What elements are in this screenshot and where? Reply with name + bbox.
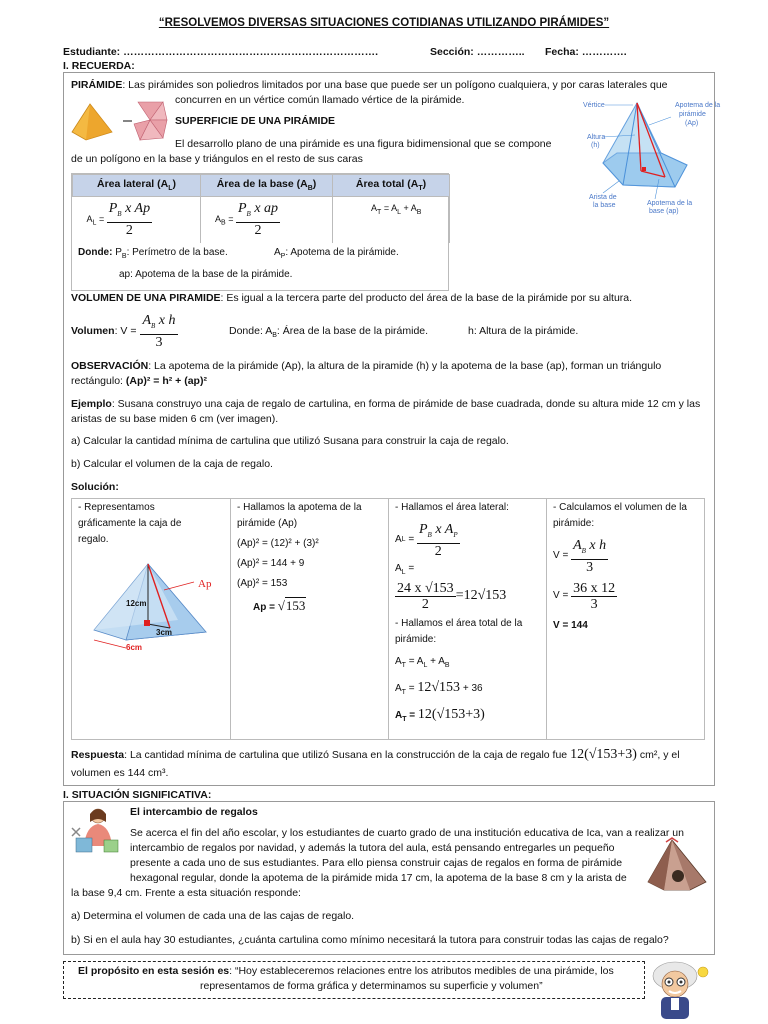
volumen-formula: Volumen : V = $\frac{A_B x h}{3}$ xyxy=(71,313,176,350)
situacion-text-5: la base 9,4 cm. Frente a esta situación responde: xyxy=(71,887,301,899)
donde-ap-line: $A_P$: Apotema de la pirámide. xyxy=(274,247,399,260)
section-label: Sección: xyxy=(430,46,474,58)
section-line xyxy=(430,46,525,58)
situacion-text-2: intercambio de regalos por navidad, y además la tutora del aula, está pensando entregarles un pequeño xyxy=(130,842,615,854)
volumen-donde: Donde: $A_B$: Área de la base de la pirámide. xyxy=(229,325,429,340)
col-area-total: Área total $(A_T)$ xyxy=(333,175,450,197)
ejemplo-question-b: b) Calcular el volumen de la caja de regalo. xyxy=(71,458,273,470)
observacion-line-2: rectángulo: (Ap)² = h² + (ap)² xyxy=(71,375,207,387)
observacion-line-1: OBSERVACIÓN: La apotema de la pirámide (Ap), la altura de la piramide (h) y la apotema de la base (ap), forman un triángulo xyxy=(71,360,662,372)
solution-col-1: - Representamos gráficamente la caja de regalo. xyxy=(78,502,182,545)
label-vertice: Vértice xyxy=(583,102,605,109)
donde-line: Donde: $P_B$: Perímetro de la base. xyxy=(78,247,228,260)
hexagonal-gift-box-illustration xyxy=(642,838,712,896)
respuesta-line-2: volumen es 144 cm³. xyxy=(71,767,169,779)
student-field[interactable]: ………………………………………………………………. xyxy=(123,46,379,58)
piramide-term: PIRÁMIDE xyxy=(71,79,123,91)
proposito-line-2: representamos de forma gráfica y determinamos su superficie y volumen” xyxy=(200,980,543,992)
label-apotema-piramide-1: Apotema de la xyxy=(675,102,721,109)
label-ap: Ap xyxy=(198,578,212,590)
respuesta-line-1: Respuesta : La cantidad mínima de cartulina que utilizó Susana en la construcción de la caja de regalo fue 12(√153+3) cm², y el xyxy=(71,747,680,762)
teacher-gift-illustration xyxy=(68,806,124,858)
volumen-definition: VOLUMEN DE UNA PIRAMIDE: Es igual a la tercera parte del producto del área de la base de la pirámide por su altura. xyxy=(71,292,633,304)
ejemplo-question-a: a) Calcular la cantidad mínima de cartulina que utilizó Susana para construir la caja de regalo. xyxy=(71,435,509,447)
situacion-question-a: a) Determina el volumen de cada una de las cajas de regalo. xyxy=(71,910,355,922)
solucion-label: Solución: xyxy=(71,481,119,493)
date-line xyxy=(545,46,627,58)
ejemplo-line-1: Ejemplo: Susana construyo una caja de regalo de cartulina, en forma de pirámide de base cuadrada, donde su altura mide 12 cm y las xyxy=(71,398,701,410)
label-ap-upper: (Ap) xyxy=(685,120,699,127)
label-arista-1: Arista de xyxy=(589,194,617,201)
ejemplo-line-2: aristas de su base miden 6 cm (ver imagen). xyxy=(71,413,279,425)
label-3cm: 3cm xyxy=(156,628,173,637)
situacion-title: El intercambio de regalos xyxy=(130,806,258,818)
situacion-question-b: b) Si en el aula hay 30 estudiantes, ¿cuánta cartulina como mínimo necesitará la tutora para construir todas las cajas de regalo? xyxy=(71,934,669,946)
recuerda-heading: I. RECUERDA: xyxy=(63,60,135,72)
donde-ap-small: ap: Apotema de la base de la pirámide. xyxy=(119,269,293,280)
section-field[interactable]: ………….. xyxy=(476,46,525,58)
solution-col-4: - Calculamos el volumen de la pirámide: V = $\frac{A_B x h}{3}$ V = $\frac{36 x 12}{3}$ V = 144 xyxy=(553,502,687,631)
formula-area-lateral: $A_L$ = $\frac{P_B x Ap}{2}$ xyxy=(73,197,201,243)
label-apotema-base-1: Apotema de la xyxy=(647,200,693,207)
proposito-line-1: El propósito en esta sesión es: “Hoy estableceremos relaciones entre los atributos medibles de una pirámide, los xyxy=(78,965,614,977)
piramide-definition xyxy=(71,79,668,91)
piramide-text-2: concurren en un vértice común llamado vértice de la pirámide. xyxy=(175,94,465,106)
lightbulb-icon xyxy=(698,967,708,977)
date-label: Fecha: xyxy=(545,46,579,58)
label-h: (h) xyxy=(591,142,600,149)
student-label: Estudiante: xyxy=(63,46,121,58)
label-apotema-base-2: base (ap) xyxy=(649,208,679,215)
label-apotema-piramide-2: pirámide xyxy=(679,111,706,118)
solution-col-2: - Hallamos la apotema de la pirámide (Ap) (Ap)² = (12)² + (3)² (Ap)² = 144 + 9 (Ap)² = 153 Ap = √153 xyxy=(237,502,362,613)
col-area-base: Área de la base $(A_B)$ xyxy=(201,175,333,197)
pyramid-net-icon xyxy=(134,102,167,140)
label-6cm: 6cm xyxy=(126,643,143,652)
pyramid-diagram xyxy=(575,95,721,220)
situacion-text-1: Se acerca el fin del año escolar, y los estudiantes de cuarto grado de una institución educativa de Ica, van a realizar un xyxy=(130,827,684,839)
gift-box-pyramid xyxy=(86,560,226,652)
solution-col-3: - Hallamos el área lateral: A L = $\frac{P_B x A_P}{2}$ $A_L$ = $\frac{24 x √153}{2}$ =12√153 - Hallamos el área total de la pirámide: $A_T = A_L + A_B$ $A_T = 12√153 + 36$ $A_T = 12(√153+3)$ xyxy=(395,502,523,723)
date-field[interactable]: …………. xyxy=(581,46,627,58)
superficie-text-1: El desarrollo plano de una pirámide es una figura bidimensional que se compone xyxy=(175,138,552,150)
page-title: “RESOLVEMOS DIVERSAS SITUACIONES COTIDIANAS UTILIZANDO PIRÁMIDES” xyxy=(158,17,610,29)
superficie-text-2: de un polígono en la base y triángulos en el resto de sus caras xyxy=(71,153,363,165)
superficie-title: SUPERFICIE DE UNA PIRÁMIDE xyxy=(175,115,336,127)
piramide-text-1: : Las pirámides son poliedros limitados por una base que puede ser un polígono cualquiera, y por caras laterales que xyxy=(122,79,668,91)
area-formula-table xyxy=(71,173,449,291)
formula-area-total: $A_T = A_L + A_B$ xyxy=(333,197,450,243)
situacion-heading: I. SITUACIÓN SIGNIFICATIVA: xyxy=(63,789,212,801)
label-12cm: 12cm xyxy=(126,599,147,608)
volumen-h: h: Altura de la pirámide. xyxy=(468,325,579,337)
situacion-text-3: presente a cada uno de sus estudiantes. Para ello piensa construir cajas de regalos en forma de pirámide xyxy=(130,857,623,869)
col-area-lateral: Área lateral $(A_L)$ xyxy=(73,175,201,197)
student-line xyxy=(63,46,378,58)
label-arista-2: la base xyxy=(593,202,616,209)
pyramid-net-illustration xyxy=(68,98,168,144)
formula-area-base: $A_B$ = $\frac{P_B x ap}{2}$ xyxy=(201,197,333,243)
label-altura: Altura xyxy=(587,134,606,141)
einstein-mascot-illustration xyxy=(645,958,713,1022)
situacion-text-4: hexagonal regular, donde la apotema de la pirámide mida 17 cm, la apotema de la base 8 cm y la arista de xyxy=(130,872,627,884)
